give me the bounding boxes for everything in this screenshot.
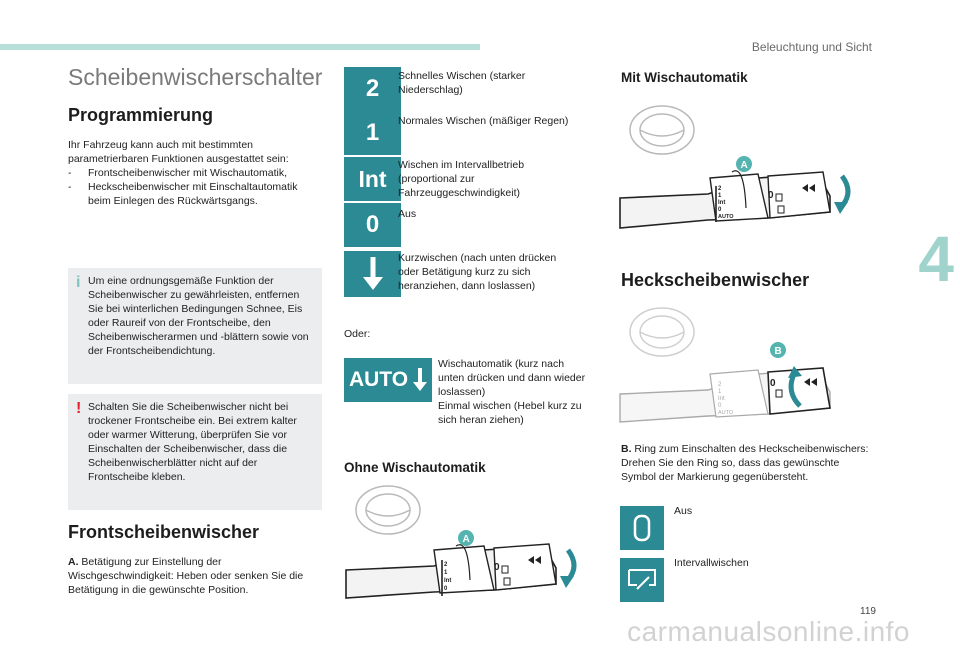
heading-heckscheibenwischer: Heckscheibenwischer	[621, 270, 810, 290]
heading-mit-wischautomatik: Mit Wischautomatik	[621, 70, 748, 85]
position-1-text: Normales Wischen (mäßiger Regen)	[398, 115, 569, 127]
position-tile-1: 1	[344, 111, 401, 155]
warning-note-text: Schalten Sie die Scheibenwischer nicht bei trockener Frontscheibe ein. Bei extrem kalter oder warmer Witterung, überprüfen Sie vor Einschalten der Scheibenwischer, dass die Scheibenwischerblätter nicht auf der Frontscheibe kleben.	[88, 401, 297, 483]
heck-off-text: Aus	[674, 505, 693, 517]
info-icon: i	[76, 274, 81, 291]
callout-a: A	[740, 160, 748, 171]
stalk-mark: 1	[444, 570, 448, 576]
stalk-mark: 2	[718, 382, 722, 388]
position-2-text: Schnelles Wischen (starker Niederschlag)	[398, 70, 526, 96]
stalk-mark: AUTO	[718, 214, 734, 220]
stalk-illustration-ohne	[344, 480, 584, 610]
info-note-text: Um eine ordnungsgemäße Funktion der Scheibenwischer zu gewährleisten, entfernen Sie bei winterlichen Bedingungen Schnee, Eis oder Raureif von der Frontscheibe, den Scheibenwischerarmen und -blättern sowie von der Frontscheibendichtung.	[88, 275, 309, 357]
stalk-mark: 1	[718, 193, 722, 199]
heck-tile-off	[620, 506, 664, 550]
position-down-text: Kurzwischen (nach unten drücken oder Betätigung kurz zu sich heranziehen, dann loslassen)	[398, 252, 557, 292]
heading-ohne-wischautomatik: Ohne Wischautomatik	[344, 460, 486, 475]
frontscheibenwischer-text: A. Betätigung zur Einstellung der Wischgeschwindigkeit: Heben oder senken Sie die Betätigung in die gewünschte Position.	[68, 556, 304, 596]
stalk-mark: 2	[718, 186, 722, 192]
page-number: 119	[860, 606, 876, 617]
ring-zero: 0	[770, 378, 776, 389]
rear-wiper-off-icon	[631, 513, 653, 543]
ring-zero: 0	[494, 562, 500, 573]
down-arrow-icon	[362, 257, 384, 291]
programmierung-intro: Ihr Fahrzeug kann auch mit bestimmten parametrierbaren Funktionen ausgestattet sein:	[68, 139, 289, 165]
position-0-text: Aus	[398, 208, 417, 220]
position-tile-2: 2	[344, 67, 401, 111]
stalk-mark: 0	[444, 586, 448, 592]
heading-frontscheibenwischer: Frontscheibenwischer	[68, 522, 260, 542]
watermark: carmanualsonline.info	[627, 616, 910, 647]
stalk-illustration-mit	[618, 98, 858, 238]
page-title: Scheibenwischerschalter	[68, 64, 323, 90]
position-tile-0: 0	[344, 203, 401, 247]
heck-interval-text: Intervallwischen	[674, 557, 749, 569]
list-item: - Frontscheibenwischer mit Wischautomatik,	[68, 167, 287, 179]
chapter-number: 4	[918, 223, 954, 295]
heck-tile-interval	[620, 558, 664, 602]
position-int-text: Wischen im Intervallbetrieb (proportional zur Fahrzeuggeschwindigkeit)	[398, 159, 525, 199]
position-tile-down	[344, 251, 401, 297]
warning-note	[68, 394, 322, 510]
section-header: Beleuchtung und Sicht	[751, 40, 872, 54]
ring-zero: 0	[768, 190, 774, 201]
stalk-mark: 0	[718, 403, 722, 409]
top-accent-bar	[0, 44, 480, 50]
auto-tile: AUTO	[344, 358, 432, 402]
position-tile-int: Int	[344, 157, 401, 201]
rear-wiper-interval-icon	[627, 567, 657, 593]
heck-text: B. Ring zum Einschalten des Heckscheibenwischers: Drehen Sie den Ring so, dass das gewünschte Symbol der Markierung gegenübersteht.	[621, 443, 869, 483]
programmierung-text	[68, 138, 322, 208]
down-arrow-icon	[413, 368, 427, 392]
stalk-mark: Int	[444, 578, 452, 584]
oder-label: Oder:	[344, 328, 371, 340]
list-item: - Heckscheibenwischer mit Einschaltautomatik beim Einlegen des Rückwärtsgangs.	[68, 181, 298, 207]
auto-text: Wischautomatik (kurz nach unten drücken und dann wieder loslassen) Einmal wischen (Hebel kurz zu sich heran ziehen)	[438, 358, 586, 426]
stalk-illustration-heck	[618, 302, 858, 432]
stalk-mark: Int	[718, 200, 726, 206]
info-note	[68, 268, 322, 384]
stalk-mark: 2	[444, 562, 448, 568]
warning-icon: !	[76, 400, 82, 417]
callout-b: B	[774, 346, 782, 357]
stalk-mark: Int	[718, 396, 725, 402]
stalk-mark: 0	[718, 207, 722, 213]
stalk-mark: 1	[718, 389, 722, 395]
stalk-mark: AUTO	[718, 410, 734, 416]
callout-a: A	[462, 534, 470, 545]
heading-programmierung: Programmierung	[68, 105, 214, 125]
